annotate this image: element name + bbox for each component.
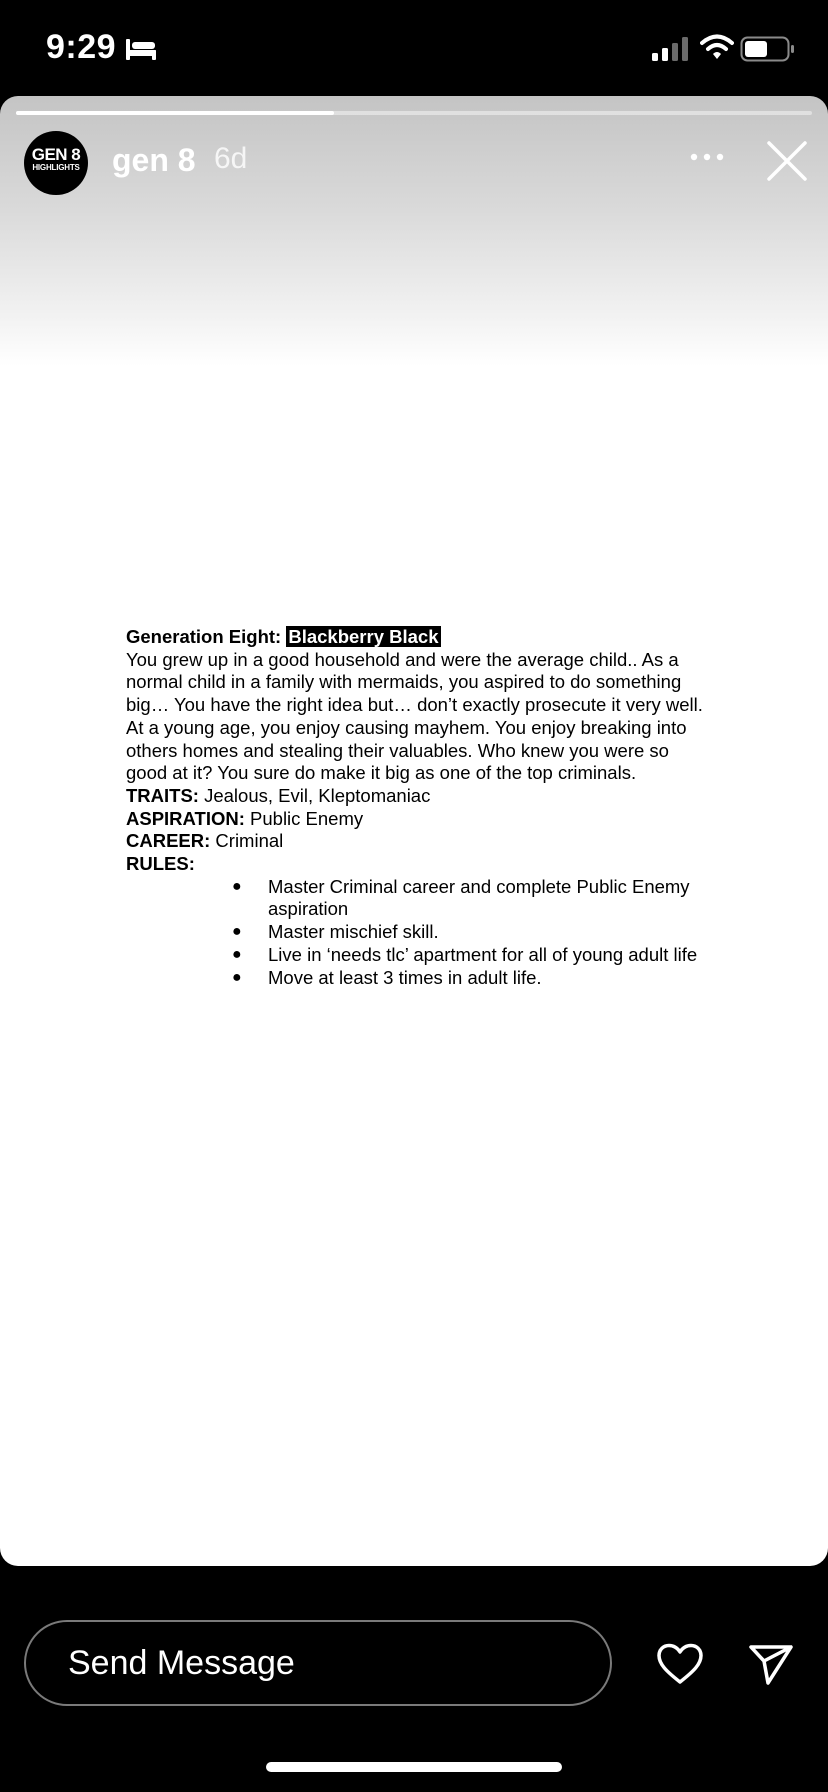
avatar[interactable] <box>24 131 88 195</box>
list-item <box>126 921 698 944</box>
message-bar <box>0 1566 828 1792</box>
list-item <box>126 876 698 921</box>
bullet-icon: ● <box>232 968 242 986</box>
rule-text: Live in ‘needs tlc’ apartment for all of young adult life <box>268 943 698 965</box>
bullet-icon: ● <box>232 945 242 963</box>
document-content <box>126 626 706 989</box>
home-indicator[interactable] <box>266 1762 562 1772</box>
aspiration-value: Public Enemy <box>250 807 364 829</box>
traits-line <box>126 785 706 808</box>
rules-line <box>126 853 706 876</box>
aspiration-line <box>126 808 706 831</box>
list-item <box>126 944 698 967</box>
career-line <box>126 830 706 853</box>
close-icon[interactable] <box>766 140 808 182</box>
status-bar <box>0 0 828 96</box>
status-time: 9:29 <box>46 28 117 66</box>
rules-list <box>126 876 706 990</box>
story-card[interactable] <box>0 96 828 1566</box>
battery-icon <box>740 36 796 62</box>
bullet-icon: ● <box>232 923 242 941</box>
bed-icon <box>124 36 158 62</box>
avatar-subtitle: HIGHLIGHTS <box>32 163 80 172</box>
rule-text: Master Criminal career and complete Public Enemy aspiration <box>268 875 690 920</box>
send-message-input[interactable]: Send Message <box>24 1620 612 1706</box>
career-value: Criminal <box>215 830 284 852</box>
bullet-icon: ● <box>232 877 242 895</box>
send-icon[interactable] <box>748 1644 794 1686</box>
more-icon[interactable] <box>690 152 724 162</box>
list-item <box>126 967 698 990</box>
rule-text: Master mischief skill. <box>268 921 439 943</box>
wifi-icon <box>700 34 734 60</box>
story-username[interactable]: gen 8 <box>112 142 196 178</box>
heading-highlight: Blackberry Black <box>288 626 439 647</box>
aspiration-label: ASPIRATION: <box>126 807 245 829</box>
story-timestamp: 6d <box>214 142 248 175</box>
heading-prefix: Generation Eight: <box>126 626 282 647</box>
career-label: CAREER: <box>126 830 211 852</box>
story-progress-fill <box>16 111 334 115</box>
story-progress-bar <box>16 111 812 115</box>
document-heading <box>126 626 706 649</box>
rules-label: RULES: <box>126 853 195 875</box>
heart-icon[interactable] <box>656 1643 704 1685</box>
rule-text: Move at least 3 times in adult life. <box>268 966 542 988</box>
signal-icon <box>652 37 690 61</box>
traits-label: TRAITS: <box>126 784 199 806</box>
avatar-title: GEN 8 <box>31 145 81 164</box>
document-paragraph: You grew up in a good household and were the average child.. As a normal child in a family with mermaids, you aspired to do something big… You have the right idea but… don’t exactly prosecute it very well. At a young age, you enjoy causing mayhem. You enjoy breaking into others homes and stealing their valuables. Who knew you were so good at it? You sure do make it big as one of the top criminals. <box>126 648 703 784</box>
traits-value: Jealous, Evil, Kleptomaniac <box>204 784 431 806</box>
